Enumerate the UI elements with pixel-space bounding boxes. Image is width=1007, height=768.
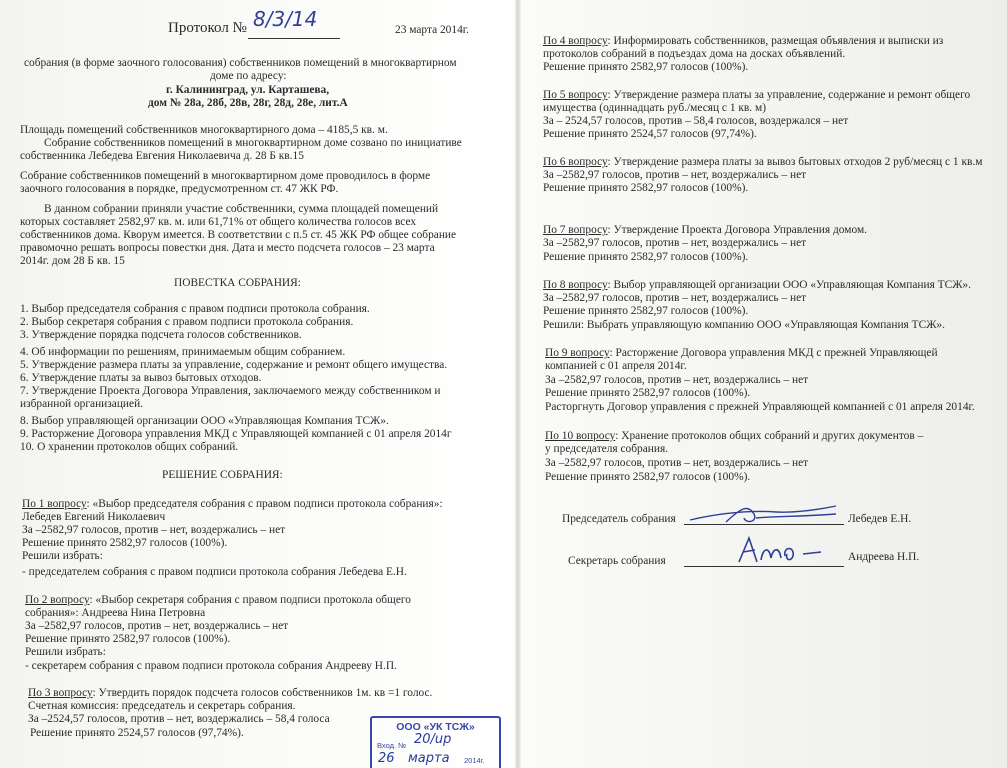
question-line: За –2582,97 голосов, против – нет, воздержались – нет — [543, 237, 807, 249]
question-line: Решили: Выбрать управляющую компанию ООО «Управляющая Компания ТСЖ». — [543, 319, 945, 331]
protocol-number: 8/3/14 — [253, 7, 318, 31]
header-line: собрания (в форме заочного голосования) собственников помещений в многоквартирном — [24, 57, 457, 69]
protocol-title: Протокол № — [168, 20, 247, 36]
stamp-year: 2014г. — [464, 756, 485, 765]
question-line: Решили избрать: — [22, 550, 103, 562]
question-line: За –2582,97 голосов, против – нет, воздержались – нет — [22, 524, 286, 536]
question-line: - председателем собрания с правом подписи протокола собрания Лебедева Е.Н. — [22, 566, 407, 578]
agenda-item: 7. Утверждение Проекта Договора Управления, заключаемого между собственником и — [20, 385, 441, 397]
question-line: За –2582,97 голосов, против – нет, воздержались – нет — [543, 169, 807, 181]
question-line: Решение принято 2582,97 голосов (100%). — [543, 182, 749, 194]
question-heading: По 1 вопросу: «Выбор председателя собрания с правом подписи протокола собрания»: — [22, 498, 443, 510]
question-line: Решение принято 2582,97 голосов (100%). — [545, 387, 751, 399]
intro-line: В данном собрании приняли участие собственники, сумма площадей помещений — [44, 203, 439, 215]
chairman-signature — [686, 500, 846, 530]
intro-line: Площадь помещений собственников многоквартирного дома – 4185,5 кв. м. — [20, 124, 388, 136]
chairman-label: Председатель собрания — [562, 513, 676, 525]
question-line: - секретарем собрания с правом подписи протокола собрания Андрееву Н.П. — [25, 660, 397, 672]
secretary-name: Андреева Н.П. — [848, 551, 920, 563]
question-line: За – 2524,57 голосов, против – 58,4 голосов, воздержался – нет — [543, 115, 849, 127]
question-line: Решение принято 2582,97 голосов (100%). — [543, 61, 749, 73]
intro-line: правомочно решать вопросы повестки дня. Дата и место подсчета голосов – 23 марта — [20, 242, 435, 254]
stamp-org: ООО «УК ТСЖ» — [396, 721, 475, 733]
question-line: Решение принято 2582,97 голосов (100%). — [543, 251, 749, 263]
number-underline — [248, 38, 340, 39]
question-heading: По 8 вопросу: Выбор управляющей организации ООО «Управляющая Компания ТСЖ». — [543, 279, 971, 291]
question-heading: По 7 вопросу: Утверждение Проекта Договора Управления домом. — [543, 224, 867, 236]
stamp-day: 26 — [378, 751, 395, 766]
header-line: доме по адресу: — [210, 70, 287, 82]
secretary-signature — [735, 532, 825, 568]
agenda-item: 5. Утверждение размера платы за управление, содержание и ремонт общего имущества. — [20, 359, 448, 371]
question-line: Решили избрать: — [25, 646, 106, 658]
intro-line: собственника Лебедева Евгения Николаевича д. 28 Б кв.15 — [20, 150, 304, 162]
page-fold — [515, 0, 521, 768]
question-line: имущества (одиннадцать руб./месяц с 1 кв. м) — [543, 102, 766, 114]
intro-line: собственников дома. Кворум имеется. В соответствии с п.5 ст. 45 ЖК РФ общее собрание — [20, 229, 457, 241]
stamp-in-label: Вход. № — [377, 741, 407, 750]
chairman-name: Лебедев Е.Н. — [848, 513, 912, 525]
question-heading: По 2 вопросу: «Выбор секретаря собрания с правом подписи протокола общего — [25, 594, 411, 606]
question-line: у председателя собрания. — [545, 443, 669, 455]
agenda-item: 2. Выбор секретаря собрания с правом подписи протокола собрания. — [20, 316, 354, 328]
question-line: Решение принято 2524,57 голосов (97,74%). — [30, 727, 244, 739]
decision-title: РЕШЕНИЕ СОБРАНИЯ: — [162, 469, 283, 481]
agenda-item: 8. Выбор управляющей организации ООО «Управляющая Компания ТСЖ». — [20, 415, 389, 427]
question-line: Решение принято 2582,97 голосов (100%). — [545, 471, 751, 483]
intro-line: которых составляет 2582,97 кв. м. или 61,71% от общего количества голосов всех — [20, 216, 417, 228]
stamp-month: марта — [408, 751, 450, 766]
question-line: Решение принято 2582,97 голосов (100%). — [543, 305, 749, 317]
question-line: Расторгнуть Договор управления с прежней Управляющей компанией с 01 апреля 2014г. — [545, 401, 975, 413]
intro-line: заочного голосования в порядке, предусмотренном ст. 47 ЖК РФ. — [20, 183, 339, 195]
agenda-item: 4. Об информации по решениям, принимаемым общим собранием. — [20, 346, 346, 358]
question-line: собрания»: Андреева Нина Петровна — [25, 607, 206, 619]
intro-line: Собрание собственников помещений в многоквартирном доме созвано по инициативе — [44, 137, 462, 149]
question-line: За –2582,97 голосов, против – нет, воздержались – нет — [543, 292, 807, 304]
protocol-date: 23 марта 2014г. — [395, 24, 470, 36]
address-line: г. Калининград, ул. Карташева, — [166, 84, 330, 96]
intro-line: 2014г. дом 28 Б кв. 15 — [20, 255, 125, 267]
question-line: Решение принято 2524,57 голосов (97,74%). — [543, 128, 757, 140]
intro-line: Собрание собственников помещений в многоквартирном доме проводилось в форме — [20, 170, 431, 182]
address-line: дом № 28а, 28б, 28в, 28г, 28д, 28е, лит.А — [148, 97, 348, 109]
incoming-stamp — [370, 716, 501, 768]
stamp-in-number: 20/up — [414, 732, 452, 747]
agenda-item: 1. Выбор председателя собрания с правом подписи протокола собрания. — [20, 303, 370, 315]
question-line: Счетная комиссия: председатель и секретарь собрания. — [28, 700, 296, 712]
question-line: протоколов собраний в подъездах дома на досках объявлений. — [543, 48, 846, 60]
agenda-item: избранной организацией. — [20, 398, 144, 410]
agenda-item: 3. Утверждение порядка подсчета голосов собственников. — [20, 329, 302, 341]
agenda-item: 9. Расторжение Договора управления МКД с Управляющей компанией с 01 апреля 2014г — [20, 428, 452, 440]
agenda-title: ПОВЕСТКА СОБРАНИЯ: — [174, 277, 301, 289]
question-line: За –2582,97 голосов, против – нет, воздержались – нет — [545, 374, 809, 386]
question-line: Решение принято 2582,97 голосов (100%). — [25, 633, 231, 645]
question-line: За –2524,57 голосов, против – нет, воздержались – 58,4 голоса — [28, 713, 330, 725]
question-heading: По 10 вопросу: Хранение протоколов общих собраний и других документов – — [545, 430, 924, 442]
question-heading: По 5 вопросу: Утверждение размера платы за управление, содержание и ремонт общего — [543, 89, 971, 101]
question-line: компанией с 01 апреля 2014г. — [545, 360, 687, 372]
secretary-label: Секретарь собрания — [568, 555, 666, 567]
question-heading: По 3 вопросу: Утвердить порядок подсчета голосов собственников 1м. кв =1 голос. — [28, 687, 433, 699]
question-heading: По 9 вопросу: Расторжение Договора управления МКД с прежней Управляющей — [545, 347, 938, 359]
question-line: Решение принято 2582,97 голосов (100%). — [22, 537, 228, 549]
question-line: Лебедев Евгений Николаевич — [22, 511, 166, 523]
question-line: За –2582,97 голосов, против – нет, воздержались – нет — [25, 620, 289, 632]
agenda-item: 10. О хранении протоколов общих собраний. — [20, 441, 239, 453]
question-heading: По 6 вопросу: Утверждение размера платы за вывоз бытовых отходов 2 руб/месяц с 1 кв.м — [543, 156, 983, 168]
question-line: За –2582,97 голосов, против – нет, воздержались – нет — [545, 457, 809, 469]
agenda-item: 6. Утверждение платы за вывоз бытовых отходов. — [20, 372, 262, 384]
question-heading: По 4 вопросу: Информировать собственников, размещая объявления и выписки из — [543, 35, 944, 47]
